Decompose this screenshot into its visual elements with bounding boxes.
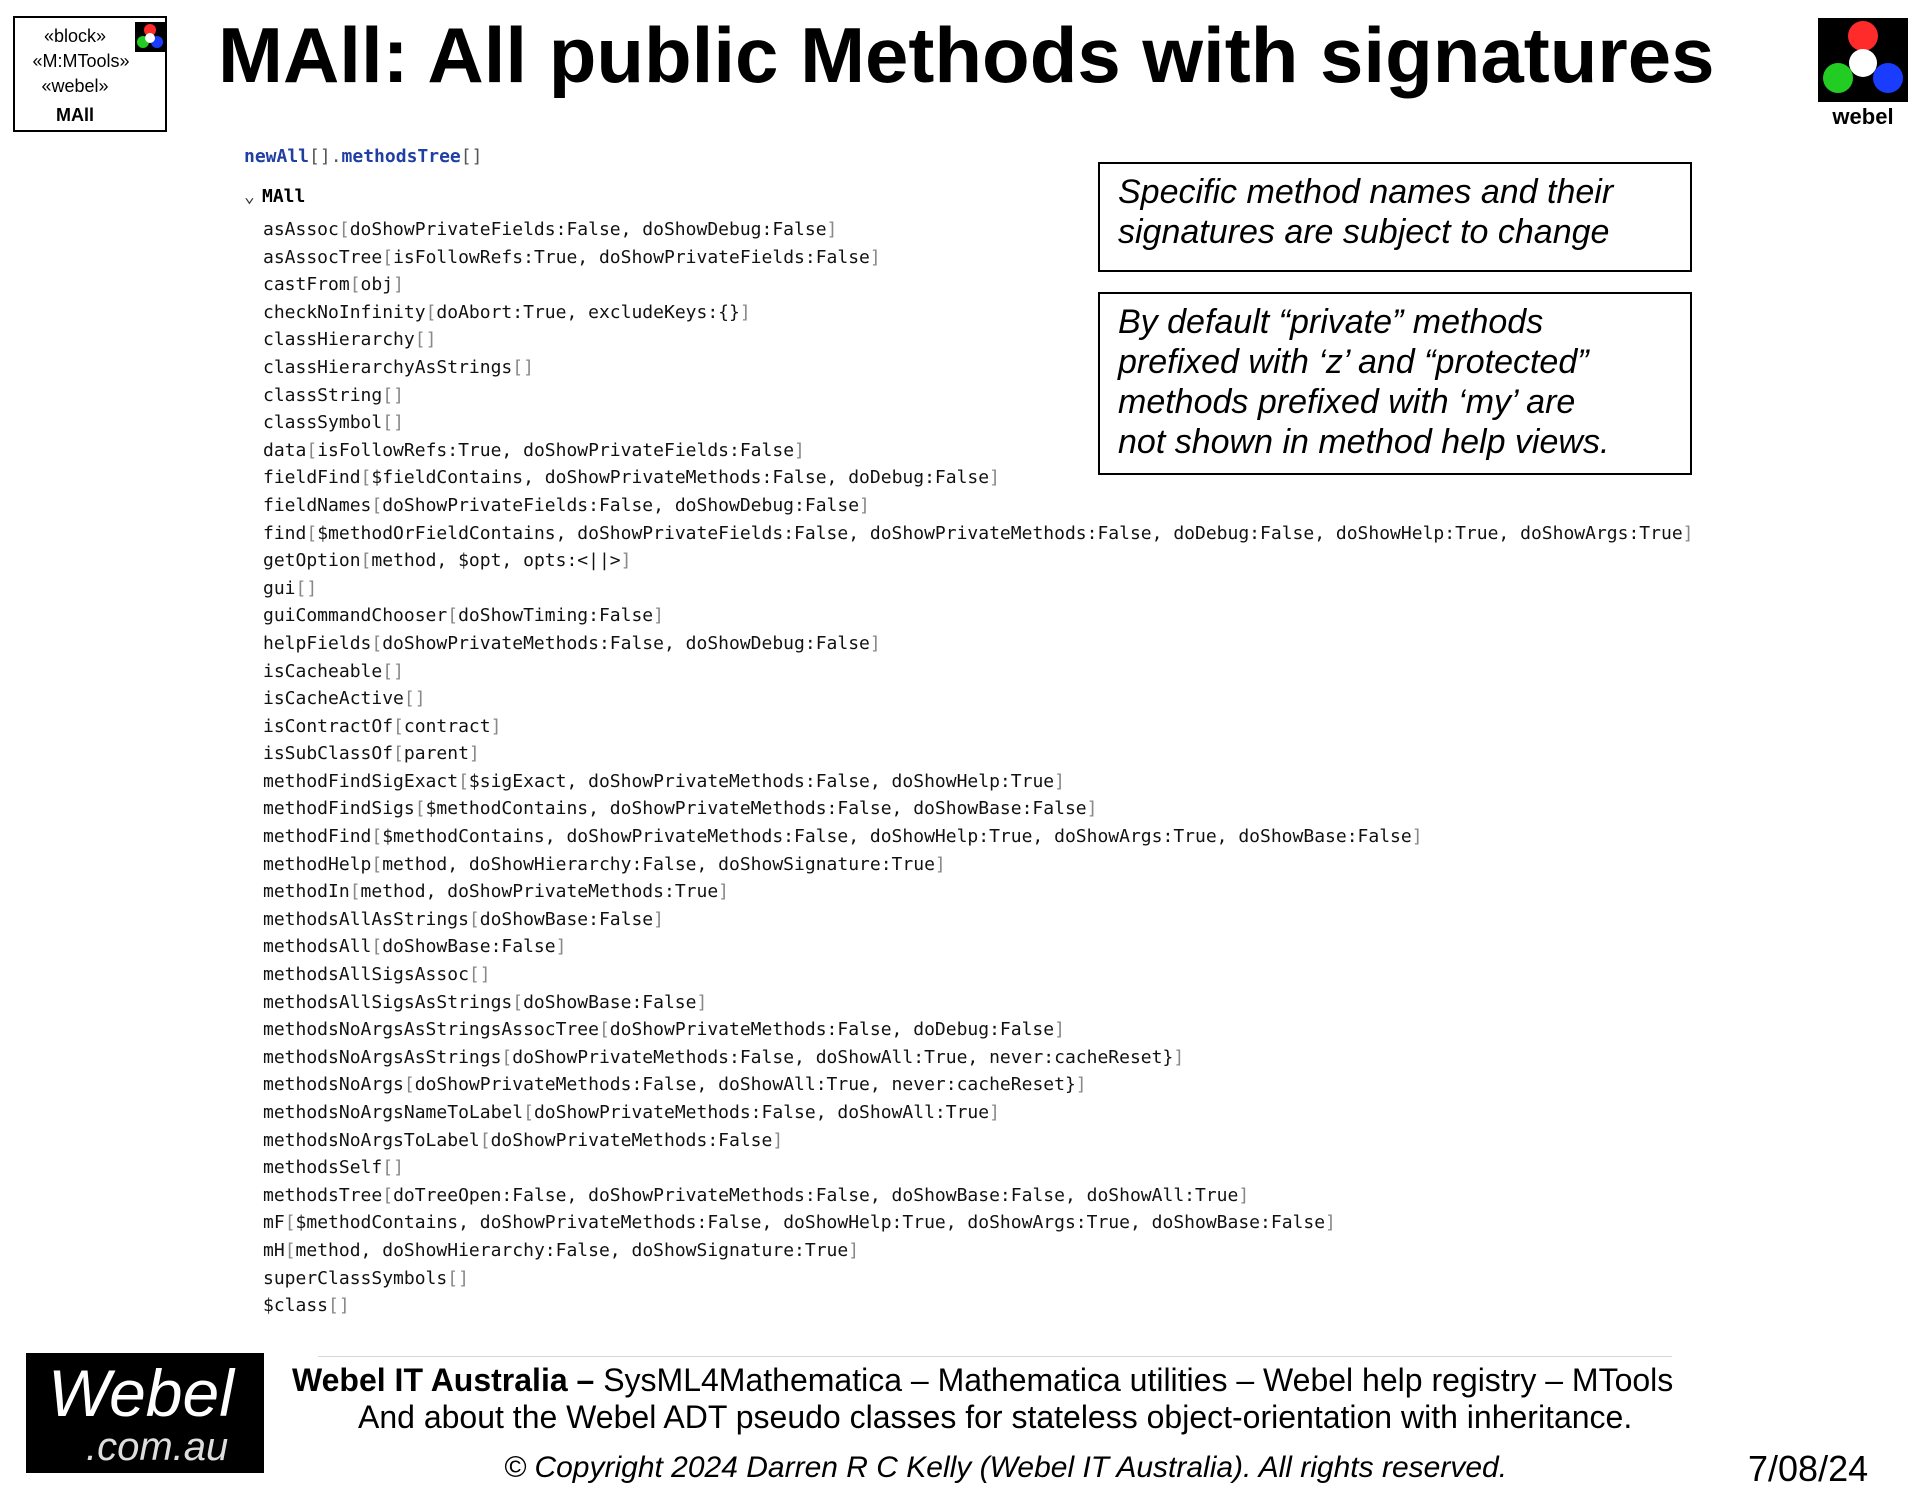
webel-logo-main-text: Webel (48, 1356, 234, 1430)
bracket-open: [ (306, 522, 318, 544)
method-name: methodIn (263, 881, 350, 903)
method-item (263, 520, 1694, 548)
method-item (263, 906, 1694, 934)
bracket-close: ] (393, 274, 404, 296)
method-args: $methodContains, doShowPrivateMethods:False, doShowHelp:True, doShowArgs:True, doShowBase:False (382, 826, 1412, 848)
method-args: $methodContains, doShowPrivateMethods:False, doShowBase:False (425, 798, 1087, 820)
bracket-close: ] (653, 605, 664, 627)
bracket-open: [ (458, 770, 469, 792)
bracket-close: ] (479, 964, 491, 986)
method-args: doShowPrivateMethods:False, doShowAll:True, never:cacheReset} (414, 1074, 1076, 1096)
bracket-open: [ (468, 964, 480, 986)
note-line: signatures are subject to change (1118, 213, 1610, 251)
bracket-open: [ (382, 1157, 394, 1179)
bracket-open: [ (382, 246, 394, 268)
method-name: classString (263, 384, 383, 406)
method-item (263, 1044, 1694, 1072)
method-name: methodFindSigs (263, 798, 415, 820)
method-name: checkNoInfinity (263, 301, 426, 323)
method-item (263, 1127, 1694, 1155)
bracket-close: ] (989, 467, 1000, 489)
method-name: methodFind (263, 826, 372, 848)
bracket-close: ] (468, 743, 480, 765)
method-item (263, 1099, 1694, 1127)
bracket-close: ] (1325, 1212, 1336, 1234)
bracket-open: [ (338, 219, 350, 240)
method-name: mF (263, 1212, 285, 1234)
bracket-open: [ (393, 743, 404, 765)
method-item (263, 547, 1694, 575)
method-args: method, doShowPrivateMethods:True (360, 881, 719, 903)
method-name: methodsAllSigsAsStrings (263, 991, 513, 1013)
method-args: doShowTiming:False (458, 605, 654, 627)
method-name: isSubClassOf (263, 743, 394, 765)
bracket-open: [ (371, 494, 383, 516)
method-name: methodFindSigExact (263, 770, 459, 792)
bracket-close: ] (718, 881, 730, 903)
bracket-close: ] (848, 1239, 860, 1261)
bracket-open: [ (403, 688, 415, 710)
webel-com-au-logo (26, 1353, 264, 1473)
method-item (263, 1237, 1694, 1265)
bracket-close: ] (555, 936, 567, 958)
method-name: classHierarchy (263, 329, 415, 351)
method-name: classSymbol (263, 412, 383, 434)
method-name: methodsAllSigsAssoc (263, 964, 469, 986)
bracket-close: ] (458, 1267, 469, 1289)
tree-root-label: MAll (262, 186, 306, 207)
method-name: methodsNoArgsNameToLabel (263, 1102, 524, 1123)
method-name: superClassSymbols (263, 1267, 448, 1289)
method-args: doTreeOpen:False, doShowPrivateMethods:False, doShowBase:False, doShowAll:True (393, 1184, 1239, 1206)
bracket-close: ] (696, 991, 708, 1013)
bracket-close: ] (306, 577, 318, 599)
note-line: By default “private” methods (1118, 303, 1544, 341)
method-item (263, 878, 1694, 906)
bracket-close: ] (1682, 522, 1694, 544)
method-name: $class (263, 1295, 329, 1317)
bracket-close: ] (1238, 1184, 1250, 1206)
method-args: $methodContains, doShowPrivateMethods:False, doShowHelp:True, doShowArgs:True, doShowBase:False (295, 1212, 1326, 1234)
webel-logo-label: webel (1832, 104, 1894, 129)
method-name: find (263, 522, 307, 544)
bracket-close: ] (393, 660, 404, 682)
method-name: mH (263, 1239, 285, 1261)
method-args: doShowPrivateMethods:False (490, 1129, 773, 1151)
method-item (263, 823, 1694, 851)
bracket-open: [ (512, 356, 524, 378)
method-item (263, 1016, 1694, 1044)
bracket-open: [ (382, 384, 394, 406)
method-args: method, doShowHierarchy:False, doShowSignature:True (382, 853, 935, 875)
bracket-close: ] (1173, 1046, 1185, 1068)
bracket-close: ] (523, 356, 534, 378)
method-name: isCacheActive (263, 688, 404, 710)
bracket-open: [ (382, 1184, 394, 1206)
note-line: Specific method names and their (1118, 173, 1614, 211)
bracket-open: [ (403, 1074, 415, 1096)
method-item (263, 713, 1694, 741)
stereotype-mtools: «M:MTools» (32, 51, 130, 71)
page-title: MAll: All public Methods with signatures (218, 11, 1715, 99)
method-item (263, 933, 1694, 961)
method-name: classHierarchyAsStrings (263, 356, 513, 378)
method-item (263, 630, 1694, 658)
bracket-close: ] (859, 494, 870, 516)
method-name: asAssocTree (263, 246, 383, 268)
webel-logo-icon (1818, 18, 1908, 102)
bracket-open: [ (523, 1102, 534, 1123)
method-item (263, 851, 1694, 879)
bracket-close: ] (425, 329, 437, 351)
note-signatures-change (1098, 162, 1692, 272)
method-item (263, 658, 1694, 686)
bracket-open: [ (328, 1295, 339, 1317)
expr-bracket: []. (309, 146, 342, 167)
bracket-close: ] (826, 219, 838, 240)
method-args: doShowPrivateMethods:False, doShowDebug:False (382, 632, 870, 654)
note-line: prefixed with ‘z’ and “protected” (1118, 343, 1589, 381)
bracket-open: [ (360, 550, 372, 572)
bracket-open: [ (393, 715, 404, 737)
method-name: methodsNoArgs (263, 1074, 404, 1096)
method-item (263, 685, 1694, 713)
method-name: asAssoc (263, 219, 339, 240)
method-args: doShowPrivateFields:False, doShowDebug:False (349, 219, 827, 240)
bracket-close: ] (414, 688, 426, 710)
footer-line-2: And about the Webel ADT pseudo classes for stateless object-orientation with inheritance. (358, 1399, 1633, 1435)
bracket-open: [ (447, 1267, 459, 1289)
bracket-open: [ (371, 936, 383, 958)
method-args: doShowPrivateFields:False, doShowDebug:False (382, 494, 860, 516)
bracket-close: ] (1086, 798, 1098, 820)
method-args: doAbort:True, excludeKeys:{} (436, 301, 740, 323)
bracket-close: ] (772, 1129, 784, 1151)
method-args: isFollowRefs:True, doShowPrivateFields:False (393, 246, 870, 268)
bracket-open: [ (425, 301, 437, 323)
method-args: doShowBase:False (523, 991, 697, 1013)
slide-date: 7/08/24 (1748, 1448, 1869, 1489)
method-args: $sigExact, doShowPrivateMethods:False, doShowHelp:True (468, 770, 1055, 792)
expr-method: methodsTree (341, 146, 461, 167)
bracket-open: [ (284, 1212, 296, 1234)
method-item (263, 492, 1694, 520)
method-args: doShowBase:False (382, 936, 556, 958)
method-item (263, 1292, 1694, 1320)
method-args: doShowPrivateMethods:False, doShowAll:True, never:cacheReset} (512, 1046, 1174, 1068)
bracket-close: ] (490, 715, 502, 737)
method-name: gui (263, 577, 296, 599)
bracket-open: [ (306, 439, 318, 461)
method-args: isFollowRefs:True, doShowPrivateFields:False (317, 439, 795, 461)
bracket-open: [ (468, 908, 480, 930)
chevron-down-icon[interactable]: ⌄ (244, 186, 255, 207)
footer-divider (318, 1356, 1672, 1357)
method-name: fieldFind (263, 467, 361, 489)
note-line: methods prefixed with ‘my’ are (1118, 383, 1576, 421)
method-args: $methodOrFieldContains, doShowPrivateFields:False, doShowPrivateMethods:False, doDebug:False, doShowHelp:True, doShowArgs:True (317, 522, 1683, 544)
method-item (263, 1265, 1694, 1293)
method-name: guiCommandChooser (263, 605, 448, 627)
method-item (263, 989, 1694, 1017)
method-name: helpFields (263, 632, 372, 654)
block-name: MAll (56, 105, 94, 125)
bracket-open: [ (382, 660, 394, 682)
bracket-open: [ (598, 1019, 610, 1041)
bracket-open: [ (349, 881, 361, 903)
copyright: © Copyright 2024 Darren R C Kelly (Webel IT Australia). All rights reserved. (504, 1451, 1508, 1484)
bracket-close: ] (1411, 826, 1423, 848)
method-name: methodsNoArgsAsStringsAssocTree (263, 1019, 599, 1041)
method-args: doShowPrivateMethods:False, doShowAll:True (533, 1102, 990, 1123)
method-item (263, 768, 1694, 796)
bracket-close: ] (869, 632, 881, 654)
bracket-close: ] (869, 246, 881, 268)
method-item (263, 740, 1694, 768)
method-name: castFrom (263, 274, 350, 296)
method-name: methodsNoArgsAsStrings (263, 1046, 502, 1068)
bracket-open: [ (371, 853, 383, 875)
bracket-open: [ (501, 1046, 513, 1068)
bracket-open: [ (414, 798, 426, 820)
input-expression (244, 146, 482, 167)
bracket-open: [ (295, 577, 307, 599)
method-args: obj (360, 274, 394, 296)
bracket-close: ] (739, 301, 751, 323)
bracket-close: ] (934, 853, 946, 875)
method-item (263, 575, 1694, 603)
block-stereotype-box (13, 16, 167, 132)
method-item (263, 961, 1694, 989)
bracket-close: ] (794, 439, 805, 461)
method-item (263, 1209, 1694, 1237)
footer-line1-rest: SysML4Mathematica – Mathematica utilities – Webel help registry – MTools (603, 1362, 1674, 1398)
note-line: not shown in method help views. (1118, 423, 1610, 461)
method-args: doShowPrivateMethods:False, doDebug:False (609, 1019, 1055, 1041)
stereotype-webel: «webel» (41, 76, 109, 96)
footer-dash: – (567, 1362, 604, 1398)
method-name: isCacheable (263, 660, 383, 682)
method-item (263, 1182, 1694, 1210)
method-name: fieldNames (263, 494, 372, 516)
bracket-open: [ (479, 1129, 491, 1151)
bracket-open: [ (360, 467, 372, 489)
bracket-close: ] (1075, 1074, 1087, 1096)
method-item (263, 1071, 1694, 1099)
method-name: methodsSelf (263, 1157, 383, 1179)
method-item (263, 795, 1694, 823)
method-name: methodsNoArgsToLabel (263, 1129, 480, 1151)
stereotype-block: «block» (43, 26, 107, 46)
bracket-close: ] (393, 384, 404, 406)
method-name: methodsTree (263, 1184, 383, 1206)
method-item (263, 602, 1694, 630)
method-name: getOption (263, 550, 361, 572)
bracket-open: [ (382, 412, 394, 434)
bracket-close: ] (393, 1157, 404, 1179)
expr-symbol: newAll (244, 146, 310, 167)
footer-line-1 (292, 1362, 1673, 1399)
bracket-open: [ (371, 632, 383, 654)
bracket-close: ] (1054, 1019, 1065, 1041)
method-args: method, doShowHierarchy:False, doShowSignature:True (295, 1239, 849, 1261)
expr-bracket-end: [] (460, 146, 483, 167)
webel-mini-logo-icon (135, 22, 165, 52)
method-args: parent (403, 743, 469, 765)
method-name: isContractOf (263, 715, 394, 737)
method-args: contract (403, 715, 491, 737)
method-item (263, 1154, 1694, 1182)
method-args: $fieldContains, doShowPrivateMethods:False, doDebug:False (371, 467, 990, 489)
note-private-methods (1098, 292, 1692, 475)
method-name: data (263, 439, 307, 461)
bracket-close: ] (653, 908, 664, 930)
bracket-open: [ (512, 991, 524, 1013)
method-name: methodsAll (263, 936, 372, 958)
bracket-open: [ (414, 329, 426, 351)
bracket-close: ] (989, 1102, 1000, 1123)
bracket-open: [ (284, 1239, 296, 1261)
method-args: doShowBase:False (479, 908, 654, 930)
footer-org: Webel IT Australia (292, 1362, 568, 1398)
webel-logo-sub-text: .com.au (86, 1425, 229, 1469)
method-name: methodHelp (263, 853, 372, 875)
bracket-open: [ (447, 605, 459, 627)
bracket-close: ] (338, 1295, 350, 1317)
tree-root[interactable] (244, 186, 305, 207)
bracket-close: ] (620, 550, 632, 572)
method-args: method, $opt, opts:<||> (371, 550, 621, 572)
bracket-close: ] (1054, 770, 1065, 792)
method-name: methodsAllAsStrings (263, 908, 469, 930)
bracket-open: [ (349, 274, 361, 296)
bracket-open: [ (371, 826, 383, 848)
bracket-close: ] (393, 412, 404, 434)
